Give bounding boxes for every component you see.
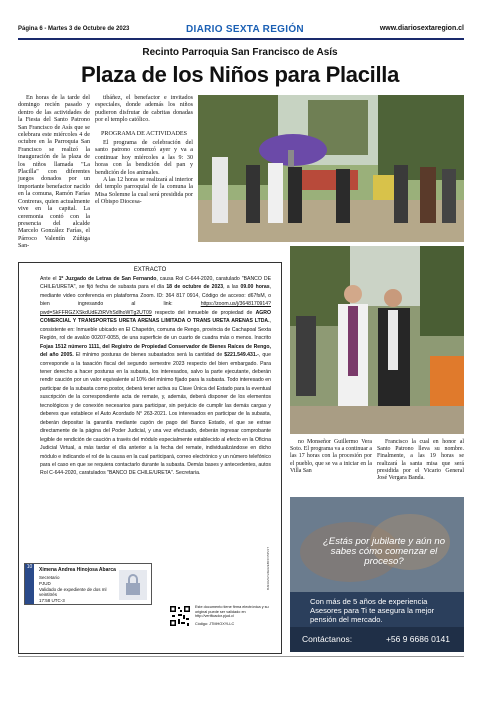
extract-text: , consistente en: Inmueble ubicado en El Chapetón, comuna de Rengo, provincia de Cachapoal Sexta Región, rol de avalúo 00207-0055, de una superficie de un cuarto de cuadra más o menos. Inscrito [40, 318, 271, 342]
ad-background [290, 497, 464, 652]
extract-date: 18 de octubre de 2023 [166, 284, 224, 291]
extract-text: , mediante video conferencia en plataforma Zoom. ID: 364 817 0914, Código de acceso: d67fsM, o bien ingresando al link: [40, 284, 272, 308]
extract-text: respecto del inmueble de propiedad de [151, 309, 256, 316]
qr-description: Este documento tiene firma electrónica y su original puede ser validado en http://verificador.pjud.cl [195, 605, 269, 619]
article-paragraph: El programa de celebración del santo patrono comenzó ayer y va a continuar hoy miércoles a las 9: 30 horas con la bendición del pan y bendición de los animales. [95, 140, 193, 176]
website-link[interactable]: www.diariosextaregion.cl [379, 25, 464, 32]
article-paragraph: En horas de la tarde del domingo recién pasado y dentro de las actividades de la Fiesta del Santo Patrono San Francisco de Asís que se celebrara este miércoles 4 de octubre en la Parroquia San Francisco se realizó la inauguración de la plaza de los niños llamada "La Placilla" con diferentes juegos donados por un importante benefactor nacido en la comuna, Ramón Farías Contreras, quien actualmente vive en la capital. La ceremonia contó con la presencia del alcalde Marcelo González Farías, el Párroco Valentín Zúñiga San- [18, 95, 90, 250]
extract-text: El mínimo posturas de bienes subastados será la cantidad de [73, 352, 225, 359]
extract-time: 09.00 horas [240, 284, 270, 291]
page-info: Página 6 - Martes 3 de Octubre de 2023 [18, 26, 130, 32]
article-column-2 [95, 95, 193, 207]
article-paragraph: no Monseñor Guillermo Vera Soto. El programa va a continuar a las 17 horas con la procesión por el pueblo, que se va a iniciar en la Villa San [290, 439, 372, 474]
signer-validity: Validado de expediente de dos ml veintitrés [39, 587, 107, 597]
article-column-4 [377, 439, 464, 482]
extract-registry: Fojas 1512 número 1111, del Registro de Propiedad Conservador de Bienes Raíces de Rengo, del año 2005. [40, 343, 271, 359]
lock-icon [119, 570, 147, 600]
signer-time: 17:58 UTC-3 [39, 598, 65, 603]
pension-advertisement[interactable] [290, 497, 464, 652]
article-kicker: Recinto Parroquia San Francisco de Asís [142, 47, 338, 58]
extract-text: Ante el [40, 276, 59, 282]
extract-amount: $221.549.431.- [224, 352, 259, 359]
ad-phone-number[interactable]: +56 9 6686 0141 [385, 634, 450, 644]
ad-question: ¿Estás por jubilarte y aún no sabes cómo comenzar el proceso? [322, 536, 446, 567]
article-paragraph: Francisco la cual en honor al Santo Patrono lleva su nombre. Finalmente, a las 19 horas se realizará la santa misa que será presidida por el Vicario General José Vergara Banda. [377, 439, 464, 482]
article-headline: Plaza de los Niños para Placilla [80, 62, 400, 87]
ad-contact-label: Contáctanos: [302, 634, 353, 644]
ceremony-photo [198, 95, 464, 242]
priests-photo [290, 246, 464, 434]
qr-caption [195, 605, 279, 626]
ad-experience: Con más de 5 años de experiencia Asesores para Ti te asegura la mejor pensión del mercado. [310, 597, 435, 624]
extract-text: , causa Rol C-644-2020, caratulado "BANCO DE CHILE/URETA", se fijó fecha de subasta para el día [40, 276, 272, 291]
extract-court: 1º Juzgado de Letras de San Fernando [58, 276, 157, 282]
extract-text: , que corresponde a la tasación fiscal del segundo semestre 2023 respecto del bien embargado. Para tener derecho a hacer posturas en la subasta, los interesados, salvo la parte ejecutante, deberán rendir caución por un valor equivalente al 10% del mínimo fijado para la subasta. Todo interesado en participar de la subasta como postor, deberá tener activa su Clave Única del Estado para la eventual suscripción de la correspondiente acta de remate, y, además, deberá disponer de los elementos tecnológicos y de conexión necesarios para participar, sin perjuicio de cumplir las demás cargas y deberes que establece el Auto Acordado N° 263-2021. Los interesados en participar de la subasta, deberán depositar la garantía mediante cupón de pago del Banco Estado, el que se extrae directamente de la página del Poder Judicial, y una vez efectuado, deberán ingresar comprobante legible de rendición de caución a través del módulo especialmente establecido al efecto en la Oficina Judicial Virtual, a más tardar el día anterior a la fecha del remate, individualizándose en dicho módulo e indicando el rol de la causa en la cual participará, correo electrónico y un número telefónico para el caso en que se requiera contactarlo durante la subasta. Demás bases y antecedentes, autos Rol C-644-2020, caratulados "BANCO DE CHILE/URETA". Secretaria. [40, 352, 272, 477]
signature-strip: 10 [25, 564, 34, 604]
extract-owners: AGRO COMERCIAL Y TRANSPORTES URETA ARENAS LIMITADA O TRANS URETA ARENAS LTDA. [40, 309, 271, 325]
electronic-signature [24, 563, 152, 605]
signer-role: Secretario [39, 575, 60, 580]
qr-verification-code: Código: JTMHOXYLLC [195, 621, 235, 626]
section-subhead: PROGRAMA DE ACTIVIDADES [101, 130, 187, 137]
article-column-3 [290, 439, 372, 475]
article-paragraph: tibáñez, el benefactor e invitados especiales, donde además los niños pudieron disfrutar de cabritas donadas por el templo católico. [95, 95, 193, 124]
extract-text: , a las [223, 284, 241, 291]
signer-name: Ximena Andrea Hinojosa Abarca [39, 567, 116, 573]
zoom-link[interactable]: https://zoom.us/j/3648170914?pwd=SkFFRGZXSkdUdEZtRVhSdlhoWTg2UT09 [40, 301, 271, 316]
extract-body [19, 273, 281, 478]
publication-name: DIARIO SEXTA REGIÓN [186, 24, 304, 35]
qr-code-icon[interactable] [169, 605, 191, 627]
legal-extract [18, 262, 282, 654]
vertical-document-code: BJ94AVGY24E9ZEBCCV5PVJT [266, 546, 270, 590]
extract-title: EXTRACTO [133, 267, 167, 273]
masthead [18, 26, 464, 40]
signer-office: PJUD [39, 581, 51, 586]
article-column-1 [18, 95, 90, 251]
bottom-divider [18, 656, 464, 657]
article-paragraph: A las 12 horas se realizará al interior del templo parroquial de la comuna la Misa Solemne la cual será presidida por el Obispo Diocesa- [95, 177, 193, 206]
